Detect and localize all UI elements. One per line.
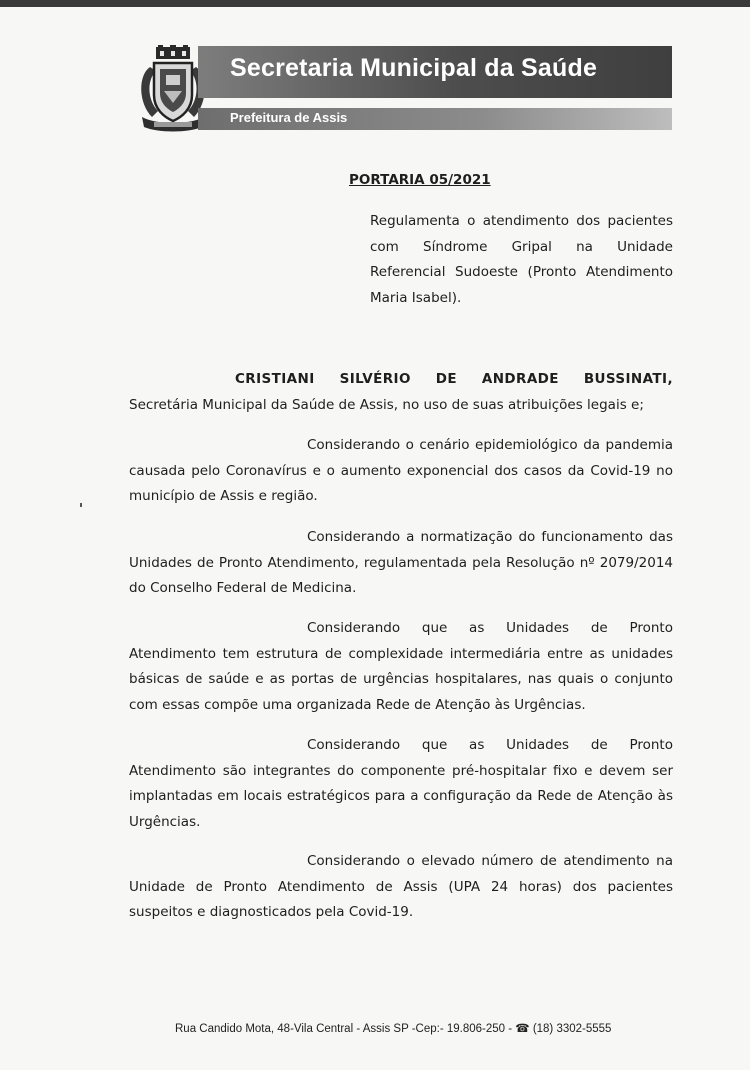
footer-phone: (18) 3302-5555 — [532, 1023, 612, 1035]
consideration-paragraph — [129, 616, 673, 718]
scan-speck — [80, 503, 82, 507]
telephone-icon: ☎ — [515, 1023, 530, 1035]
consideration-lead: Considerando que as Unidades de Pronto — [307, 737, 673, 753]
consideration-body: Atendimento são integrantes do componente pré-hospitalar fixo e devem ser implantadas em locais estratégicos para a configuração da Rede de Atenção às Urgências. — [129, 762, 673, 830]
signer-role: Secretária Municipal da Saúde de Assis, no uso de suas atribuições legais e; — [129, 396, 644, 413]
consideration-lead: Considerando a normatização do funcionamento das — [307, 529, 673, 545]
document-title: PORTARIA 05/2021 — [349, 172, 491, 188]
consideration-lead: Considerando o elevado número de atendimento na — [307, 853, 673, 869]
footer-address: Rua Candido Mota, 48-Vila Central - Assis SP -Cep:- 19.806-250 - — [175, 1023, 516, 1035]
signer-paragraph — [129, 367, 673, 418]
consideration-paragraph — [129, 525, 673, 602]
signer-name: CRISTIANI SILVÉRIO DE ANDRADE BUSSINATI, — [235, 371, 673, 387]
scan-top-edge — [0, 0, 750, 7]
consideration-lead: Considerando o cenário epidemiológico da pandemia — [307, 437, 673, 453]
consideration-body: Unidades de Pronto Atendimento, regulamentada pela Resolução nº 2079/2014 do Conselho Federal de Medicina. — [129, 554, 673, 596]
consideration-lead: Considerando que as Unidades de Pronto — [307, 620, 673, 636]
header-subtitle: Prefeitura de Assis — [230, 110, 348, 125]
consideration-paragraph — [129, 433, 673, 510]
document-ementa: Regulamenta o atendimento dos pacientes com Síndrome Gripal na Unidade Referencial Sudoeste (Pronto Atendimento Maria Isabel). — [370, 213, 673, 306]
consideration-paragraph — [129, 733, 673, 835]
header-title: Secretaria Municipal da Saúde — [230, 54, 598, 82]
consideration-body: causada pelo Coronavírus e o aumento exponencial dos casos da Covid-19 no município de Assis e região. — [129, 462, 673, 504]
footer-address-line — [175, 1021, 611, 1035]
consideration-paragraph — [129, 849, 673, 926]
consideration-body: Atendimento tem estrutura de complexidade intermediária entre as unidades básicas de saúde e as portas de urgências hospitalares, nas quais o conjunto com essas compõe uma organizada Rede de Atenção às Urgências. — [129, 645, 673, 713]
consideration-body: Unidade de Pronto Atendimento de Assis (UPA 24 horas) dos pacientes suspeitos e diagnosticados pela Covid-19. — [129, 878, 673, 920]
